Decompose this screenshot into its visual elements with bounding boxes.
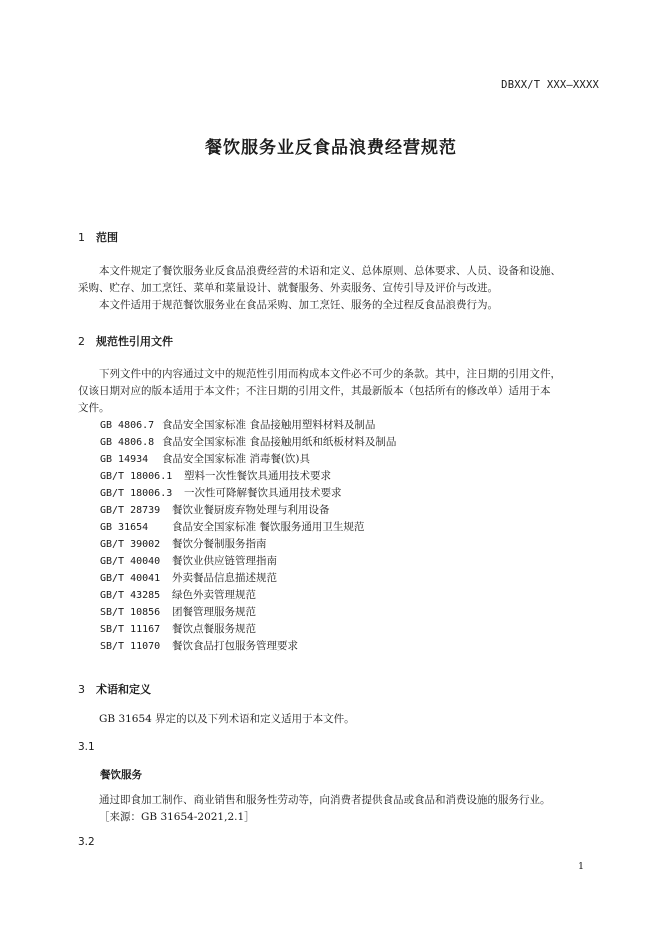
scope-paragraph-1 [78, 263, 600, 297]
section-heading-scope [78, 229, 118, 245]
reference-code: GB/T 39002 [100, 539, 161, 550]
reference-title: 绿色外卖管理规范 [172, 589, 256, 601]
reference-code: GB/T 43285 [100, 590, 161, 601]
term-source: ［来源：GB 31654-2021,2.1］ [99, 811, 255, 823]
reference-item [100, 536, 267, 553]
reference-item [100, 434, 396, 451]
reference-title: 塑料一次性餐饮具通用技术要求 [184, 470, 331, 482]
reference-item [100, 485, 342, 502]
section-heading-terms [78, 681, 151, 697]
reference-title: 餐饮分餐制服务指南 [172, 538, 267, 550]
paragraph-line: 通过即食加工制作、商业销售和服务性劳动等，向消费者提供食品或食品和消费设施的服务行业。 [99, 794, 551, 806]
reference-title: 一次性可降解餐饮具通用技术要求 [184, 487, 342, 499]
reference-title: 团餐管理服务规范 [172, 606, 256, 618]
paragraph-line: 本文件适用于规范餐饮服务业在食品采购、加工烹饪、服务的全过程反食品浪费行为。 [99, 299, 498, 311]
reference-code: SB/T 10856 [100, 607, 161, 618]
reference-title: 食品安全国家标准 食品接触用塑料材料及制品 [162, 419, 376, 431]
reference-title: 餐饮食品打包服务管理要求 [172, 640, 298, 652]
section-title: 范围 [96, 231, 118, 244]
paragraph-line: 仅该日期对应的版本适用于本文件；不注日期的引用文件，其最新版本（包括所有的修改单）适用于本 [78, 385, 551, 397]
refs-intro [78, 366, 600, 417]
reference-code: GB/T 28739 [100, 505, 161, 516]
term-name: 餐饮服务 [100, 769, 142, 781]
reference-title: 食品安全国家标准 消毒餐(饮)具 [162, 453, 311, 465]
section-number: 1 [78, 231, 85, 244]
reference-item [100, 468, 331, 485]
section-title: 术语和定义 [96, 683, 151, 696]
paragraph-line: 本文件规定了餐饮服务业反食品浪费经营的术语和定义、总体原则、总体要求、人员、设备和设施、 [99, 265, 561, 277]
reference-title: 餐饮业供应链管理指南 [172, 555, 277, 567]
page-number: 1 [577, 861, 584, 872]
standard-code: DBXX/T XXX—XXXX [501, 79, 599, 91]
reference-item [100, 417, 375, 434]
section-number: 3 [78, 683, 85, 696]
reference-item [100, 553, 277, 570]
paragraph-line: 采购、贮存、加工烹饪、菜单和菜量设计、就餐服务、外卖服务、宣传引导及评价与改进。 [78, 282, 498, 294]
clause-number: 3.1 [78, 741, 95, 753]
reference-code: GB/T 40040 [100, 556, 161, 567]
reference-code: GB 4806.8 [100, 437, 155, 448]
term-definition [78, 792, 600, 826]
reference-code: SB/T 11070 [100, 641, 161, 652]
reference-code: GB/T 18006.3 [100, 488, 173, 499]
terms-intro [78, 711, 600, 728]
scope-paragraph-2 [78, 297, 600, 314]
reference-item [100, 502, 330, 519]
reference-code: GB 4806.7 [100, 420, 155, 431]
document-title: 餐饮服务业反食品浪费经营规范 [205, 138, 457, 158]
clause-number: 3.2 [78, 836, 95, 848]
reference-item [100, 604, 256, 621]
reference-item [100, 570, 277, 587]
reference-title: 餐饮点餐服务规范 [172, 623, 256, 635]
reference-item [100, 587, 256, 604]
reference-item [100, 621, 256, 638]
reference-title: 食品安全国家标准 食品接触用纸和纸板材料及制品 [162, 436, 397, 448]
reference-code: GB 31654 [100, 522, 149, 533]
reference-title: 餐饮业餐厨废弃物处理与利用设备 [172, 504, 330, 516]
section-title: 规范性引用文件 [96, 335, 173, 348]
reference-code: GB 14934 [100, 454, 149, 465]
reference-code: SB/T 11167 [100, 624, 161, 635]
reference-code: GB/T 18006.1 [100, 471, 173, 482]
reference-item [100, 451, 310, 468]
reference-title: 食品安全国家标准 餐饮服务通用卫生规范 [172, 521, 365, 533]
reference-title: 外卖餐品信息描述规范 [172, 572, 277, 584]
reference-item [100, 519, 364, 536]
reference-item [100, 638, 298, 655]
paragraph-line: GB 31654 界定的以及下列术语和定义适用于本文件。 [99, 713, 355, 725]
paragraph-line: 下列文件中的内容通过文中的规范性引用而构成本文件必不可少的条款。其中，注日期的引用文件， [99, 368, 561, 380]
paragraph-line: 文件。 [78, 402, 110, 414]
reference-code: GB/T 40041 [100, 573, 161, 584]
section-number: 2 [78, 335, 85, 348]
section-heading-refs [78, 333, 173, 349]
